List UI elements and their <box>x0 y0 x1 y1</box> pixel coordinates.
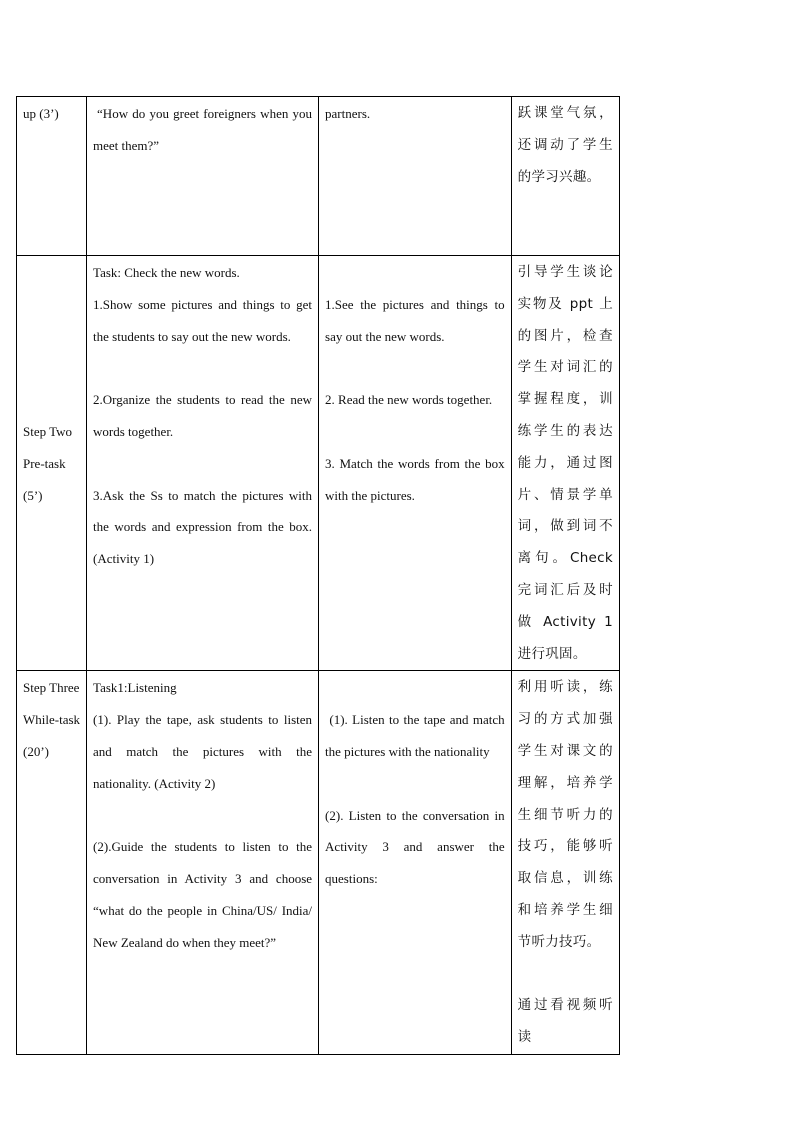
step-cell <box>17 671 87 1055</box>
step-cell <box>17 97 87 256</box>
student-activity-text: 3. Match the words from the box with the pictures. <box>325 455 505 503</box>
teacher-activity-text: 2.Organize the students to read the new words together. <box>93 392 313 439</box>
teacher-activity-cell <box>87 671 319 1055</box>
table-row <box>17 671 620 1055</box>
student-activity-cell <box>319 97 512 256</box>
table-row <box>17 97 620 256</box>
teacher-activity-text: 1.Show some pictures and things to get the students to say out the new words. <box>93 296 313 344</box>
student-activity-cell <box>319 256 512 671</box>
teacher-activity-text: (2).Guide the students to listen to the conversation in Activity 3 and choose “what do the people in China/US/ India/ New Zealand do when they meet?” <box>93 839 313 950</box>
student-activity-text: 1.See the pictures and things to say out the new words. <box>325 296 505 344</box>
table-row <box>17 256 620 671</box>
step-label: up (3’) <box>23 106 59 121</box>
student-activity-cell <box>319 671 512 1055</box>
purpose-cell <box>511 671 619 1055</box>
step-label: While-task <box>23 712 81 728</box>
step-label: (20’) <box>23 743 49 759</box>
teacher-activity-text: “How do you greet foreigners when you meet them?” <box>93 106 313 153</box>
lesson-plan-table <box>16 96 620 1055</box>
task-title: Task: Check the new words. <box>93 265 240 280</box>
purpose-text: 跃课堂气氛，还调动了学生的学习兴趣。 <box>517 105 613 185</box>
step-label: Step Three <box>23 680 80 696</box>
step-label: Step Two <box>23 423 73 439</box>
step-cell <box>17 256 87 671</box>
step-label: Pre-task(5’) <box>23 455 66 503</box>
teacher-activity-text: (1). Play the tape, ask students to listen and match the pictures with the nationality. (Activity 2) <box>93 712 313 791</box>
purpose-cell <box>511 256 619 671</box>
student-activity-text: (2). Listen to the conversation in Activity 3 and answer the questions: <box>325 807 505 887</box>
teacher-activity-cell <box>87 256 319 671</box>
purpose-text: 通过看视频听读 <box>517 997 613 1046</box>
purpose-text: 利用听读，练习的方式加强学生对课文的理解，培养学生细节听力的技巧，能够听取信息，训练和培养学生细节听力技巧。 <box>517 679 613 950</box>
student-activity-text: (1). Listen to the tape and match the pictures with the nationality <box>325 712 508 759</box>
task-title: Task1:Listening <box>93 680 177 696</box>
student-activity-text: partners. <box>325 106 371 121</box>
student-activity-text: 2. Read the new words together. <box>325 392 493 408</box>
teacher-activity-text: 3.Ask the Ss to match the pictures with the words and expression from the box.(Activity 1) <box>93 487 313 567</box>
purpose-text: 引导学生谈论实物及 ppt 上的图片，检查学生对词汇的掌握程度，训练学生的表达能力，通过图片、情景学单词，做到词不离句。Check 完词汇后及时做 Activity 1 进行巩固。 <box>517 264 613 662</box>
purpose-cell <box>511 97 619 256</box>
teacher-activity-cell <box>87 97 319 256</box>
